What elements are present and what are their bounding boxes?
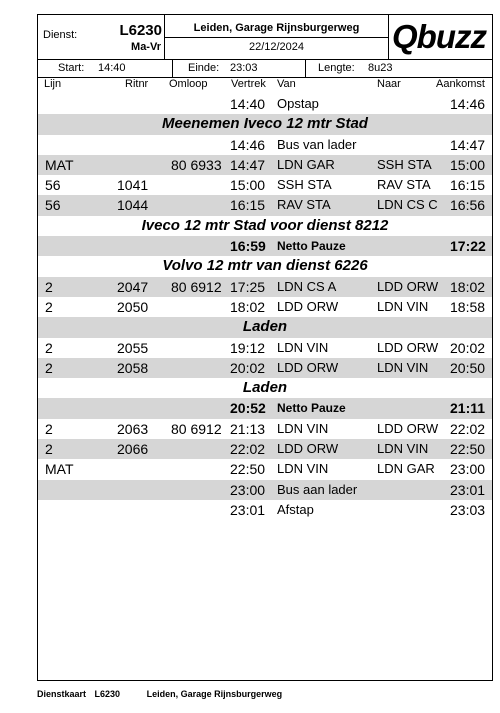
cell-naar: LDD ORW [377,339,439,355]
trip-row [38,358,492,378]
cell-naar: LDD ORW [377,278,439,294]
cell-aankomst: 20:02 [450,339,486,356]
cell-vertrek: 14:47 [230,156,266,173]
einde-segment [173,59,306,77]
trip-row [38,459,492,479]
cell-van: LDN GAR [277,156,335,172]
cell-van: SSH STA [277,177,332,193]
trip-row [38,439,492,459]
cell-aankomst: 23:01 [450,481,486,498]
trip-row [38,338,492,358]
cell-van: Opstap [277,96,319,111]
cell-vertrek: 23:00 [230,481,266,498]
cell-vertrek: 23:01 [230,501,266,518]
section-title-row [38,114,492,134]
cell-naar: LDN GAR [377,461,435,477]
cell-vertrek: 22:50 [230,461,266,478]
cell-van: Bus van lader [277,136,357,152]
cell-van: LDN VIN [277,420,329,436]
trip-row [38,195,492,215]
cell-aankomst: 18:02 [450,278,486,295]
section-title: Laden [242,318,288,336]
cell-van: LDD ORW [277,359,339,375]
cell-vertrek: 20:52 [230,400,266,417]
einde-value: 23:03 [230,62,258,74]
dienst-code: L6230 [119,22,162,39]
cell-ritnr: 2066 [117,441,149,458]
einde-label: Einde: [188,62,220,74]
cell-ritnr: 1041 [117,177,149,194]
cell-van: LDN VIN [277,339,329,355]
cell-naar: SSH STA [377,156,432,172]
col-vertrek: Vertrek [231,78,266,90]
cell-vertrek: 16:59 [230,238,266,255]
times-row [38,59,492,78]
start-segment [38,59,173,77]
cell-lijn: 2 [45,441,53,458]
cell-lijn: 2 [45,298,53,315]
lengte-label: Lengte: [318,62,355,74]
cell-aankomst: 16:56 [450,197,486,214]
cell-aankomst: 22:50 [450,441,486,458]
cell-aankomst: 15:00 [450,156,486,173]
cell-vertrek: 16:15 [230,197,266,214]
trip-row [38,155,492,175]
cell-vertrek: 19:12 [230,339,266,356]
location-cell [165,15,389,59]
cell-van: LDD ORW [277,298,339,314]
col-aankomst: Aankomst [436,78,485,90]
cell-aankomst: 14:47 [450,136,486,153]
cell-omloop: 80 6912 [171,420,222,437]
start-label: Start: [58,62,85,74]
cell-van: Netto Pauze [277,239,346,254]
section-title-row [38,378,492,398]
dienst-cell [38,15,165,59]
cell-van: Netto Pauze [277,401,346,416]
cell-ritnr: 2063 [117,420,149,437]
cell-lijn: 2 [45,278,53,295]
cell-vertrek: 20:02 [230,359,266,376]
cell-vertrek: 14:40 [230,96,266,112]
cell-lijn: 56 [45,177,61,194]
section-title: Volvo 12 mtr van dienst 6226 [162,257,368,275]
cell-van: Bus aan lader [277,481,358,497]
cell-omloop: 80 6912 [171,278,222,295]
cell-naar: LDN VIN [377,359,429,375]
cell-ritnr: 1044 [117,197,149,214]
cell-naar: LDN CS C [377,197,438,213]
cell-ritnr: 2050 [117,298,149,315]
cell-lijn: MAT [45,461,74,478]
cell-lijn: 2 [45,420,53,437]
cell-van: LDN VIN [277,461,329,477]
cell-aankomst: 22:02 [450,420,486,437]
section-title: Iveco 12 mtr Stad voor dienst 8212 [141,216,389,234]
trip-row [38,135,492,155]
column-header [38,78,492,94]
section-title-row [38,256,492,276]
cell-ritnr: 2047 [117,278,149,295]
cell-aankomst: 16:15 [450,177,486,194]
cell-ritnr: 2058 [117,359,149,376]
cell-naar: RAV STA [377,177,431,193]
cell-van: LDD ORW [277,441,339,457]
qbuzz-logo: Qbuzz [392,18,486,55]
garage-name: Leiden, Garage Rijnsburgerweg [193,22,360,34]
pause-row [38,398,492,418]
cell-omloop: 80 6933 [171,156,222,173]
col-lijn: Lijn [44,78,62,90]
pause-row [38,236,492,256]
col-van: Van [277,78,296,90]
cell-aankomst: 17:22 [450,238,486,255]
cell-vertrek: 14:46 [230,136,266,153]
cell-lijn: 2 [45,359,53,376]
cell-aankomst: 23:03 [450,501,486,518]
dienst-label: Dienst: [43,29,78,41]
service-date: 22/12/2024 [248,41,305,53]
start-value: 14:40 [98,62,126,74]
header-block [38,15,492,60]
cell-naar: LDD ORW [377,420,439,436]
section-title-row [38,216,492,236]
cell-naar: LDN VIN [377,441,429,457]
lengte-segment [306,59,492,77]
trip-row [38,500,492,520]
col-ritnr: Ritnr [125,78,149,90]
cell-vertrek: 21:13 [230,420,266,437]
section-title: Laden [242,379,288,397]
cell-vertrek: 22:02 [230,441,266,458]
cell-lijn: 2 [45,339,53,356]
trip-row [38,297,492,317]
cell-van: RAV STA [277,197,331,213]
cell-van: LDN CS A [277,278,337,294]
schedule-rows [38,94,492,520]
dienstkaart-sheet [37,14,493,681]
section-title-row [38,317,492,337]
footer-code: L6230 [94,689,121,699]
cell-lijn: MAT [45,156,74,173]
cell-aankomst: 18:58 [450,298,486,315]
trip-row [38,94,492,114]
cell-aankomst: 14:46 [450,96,486,112]
lengte-value: 8u23 [368,62,393,74]
trip-row [38,277,492,297]
cell-lijn: 56 [45,197,61,214]
cell-aankomst: 20:50 [450,359,486,376]
cell-vertrek: 18:02 [230,298,266,315]
cell-van: Afstap [277,501,314,517]
col-naar: Naar [377,78,401,90]
days-label: Ma-Vr [131,41,161,53]
footer-location: Leiden, Garage Rijnsburgerweg [146,689,283,699]
cell-ritnr: 2055 [117,339,149,356]
cell-aankomst: 23:00 [450,461,486,478]
cell-aankomst: 21:11 [450,400,486,417]
trip-row [38,480,492,500]
footer [37,689,288,699]
logo-cell [389,15,492,59]
cell-naar: LDN VIN [377,298,429,314]
cell-vertrek: 17:25 [230,278,266,295]
footer-label: Dienstkaart [37,689,87,699]
trip-row [38,175,492,195]
col-omloop: Omloop [169,78,208,90]
section-title: Meenemen Iveco 12 mtr Stad [162,115,368,133]
cell-vertrek: 15:00 [230,177,266,194]
trip-row [38,419,492,439]
divider [165,37,388,38]
